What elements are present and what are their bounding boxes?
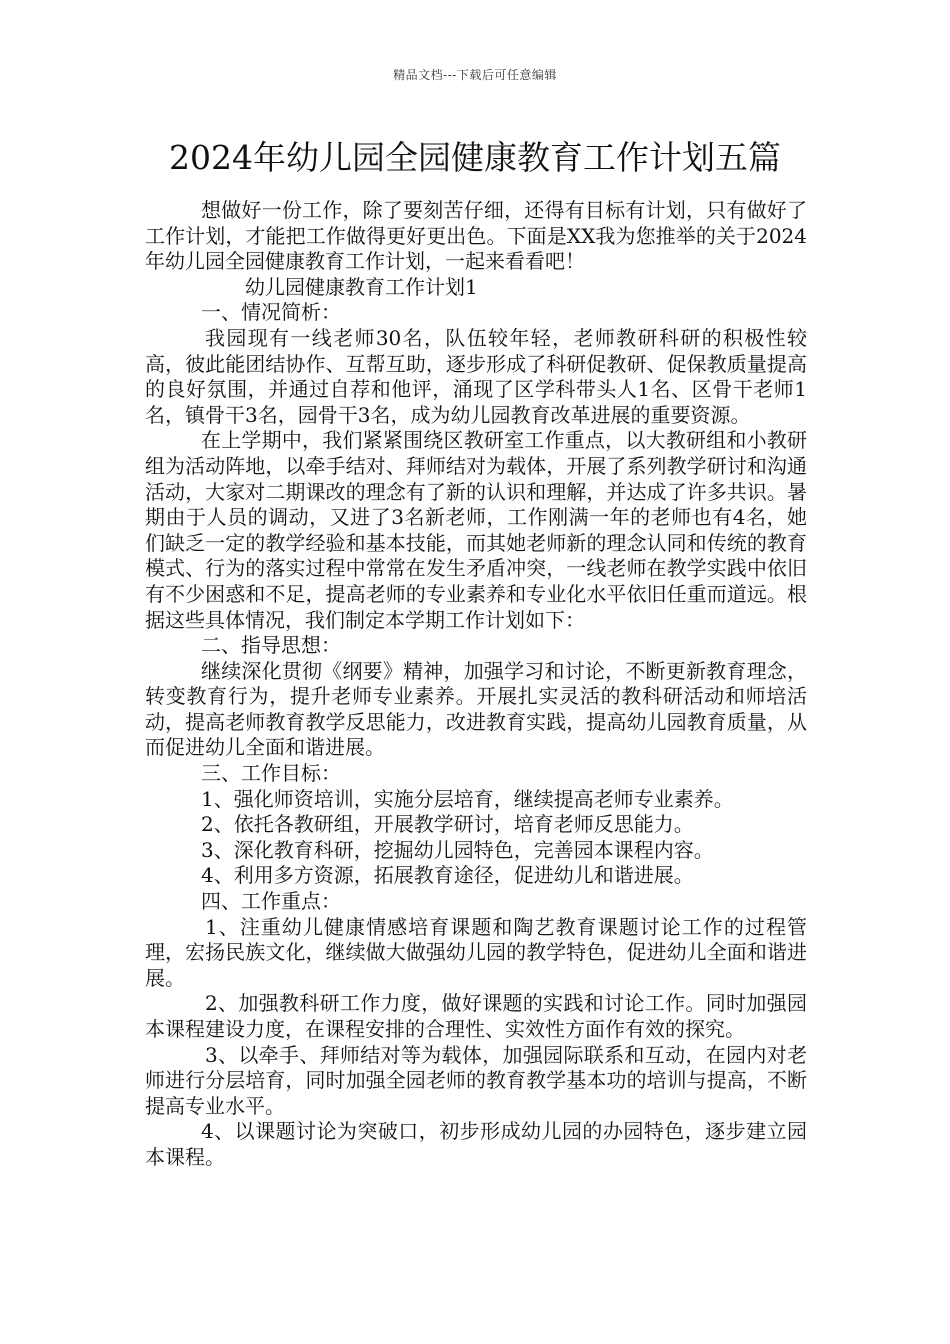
heading-work-focus: 四、工作重点：: [201, 889, 341, 914]
focus-item: 1、注重幼儿健康情感培育课题和陶艺教育课题讨论工作的过程管理，宏扬民族文化，继续做大做强幼儿园的教学特色，促进幼儿全面和谐进展。: [145, 914, 807, 990]
focus-item: 3、以牵手、拜师结对等为载体，加强园际联系和互动，在园内对老师进行分层培育，同时加强全园老师的教育教学基本功的培训与提高，不断提高专业水平。: [145, 1042, 807, 1118]
focus-item: 2、加强教科研工作力度，做好课题的实践和讨论工作。同时加强园本课程建设力度，在课程安排的合理性、实效性方面作有效的探究。: [145, 991, 807, 1041]
heading-situation: 一、情况简析：: [201, 300, 341, 325]
heading-guiding-thought: 二、指导思想：: [201, 633, 341, 658]
goal-item: 1、强化师资培训，实施分层培育，继续提高老师专业素养。: [201, 786, 734, 811]
paragraph: 在上学期中，我们紧紧围绕区教研室工作重点，以大教研组和小教研组为活动阵地，以牵手结对、拜师结对为载体，开展了系列教学研讨和沟通活动，大家对二期课改的理念有了新的认识和理解，并达成了许多共识。暑期由于人员的调动，又进了3名新老师，工作刚满一年的老师也有4名，她们缺乏一定的教学经验和基本技能，而其她老师新的理念认同和传统的教育模式、行为的落实过程中常常在发生矛盾冲突，一线老师在教学实践中依旧有不少困惑和不足，提高老师的专业素养和专业化水平依旧任重而道远。根据这些具体情况，我们制定本学期工作计划如下：: [145, 428, 807, 632]
page-header: 精品文档---下载后可任意编辑: [393, 68, 557, 82]
paragraph: 我园现有一线老师30名，队伍较年轻，老师教研科研的积极性较高，彼此能团结协作、互帮互助，逐步形成了科研促教研、促保教质量提高的良好氛围，并通过自荐和他评，涌现了区学科带头人1名、区骨干老师1名，镇骨干3名，园骨干3名，成为幼儿园教育改革进展的重要资源。: [145, 325, 807, 427]
section-plan-heading: 幼儿园健康教育工作计划1: [245, 274, 478, 299]
document-title: 2024年幼儿园全园健康教育工作计划五篇: [169, 138, 781, 177]
goal-item: 4、利用多方资源，拓展教育途径，促进幼儿和谐进展。: [201, 863, 694, 888]
goal-item: 3、深化教育科研，挖掘幼儿园特色，完善园本课程内容。: [201, 837, 714, 862]
heading-work-goals: 三、工作目标：: [201, 761, 341, 786]
focus-item: 4、以课题讨论为突破口，初步形成幼儿园的办园特色，逐步建立园本课程。: [145, 1119, 807, 1169]
intro-paragraph: 想做好一份工作，除了要刻苦仔细，还得有目标有计划，只有做好了工作计划，才能把工作做得更好更出色。下面是XX我为您推举的关于2024年幼儿园全园健康教育工作计划，一起来看看吧！: [145, 198, 807, 274]
goal-item: 2、依托各教研组，开展教学研讨，培育老师反思能力。: [201, 812, 694, 837]
paragraph: 继续深化贯彻《纲要》精神，加强学习和讨论，不断更新教育理念，转变教育行为，提升老师专业素养。开展扎实灵活的教科研活动和师培活动，提高老师教育教学反思能力，改进教育实践，提高幼儿园教育质量，从而促进幼儿全面和谐进展。: [145, 658, 807, 760]
document-body: [145, 198, 807, 1171]
